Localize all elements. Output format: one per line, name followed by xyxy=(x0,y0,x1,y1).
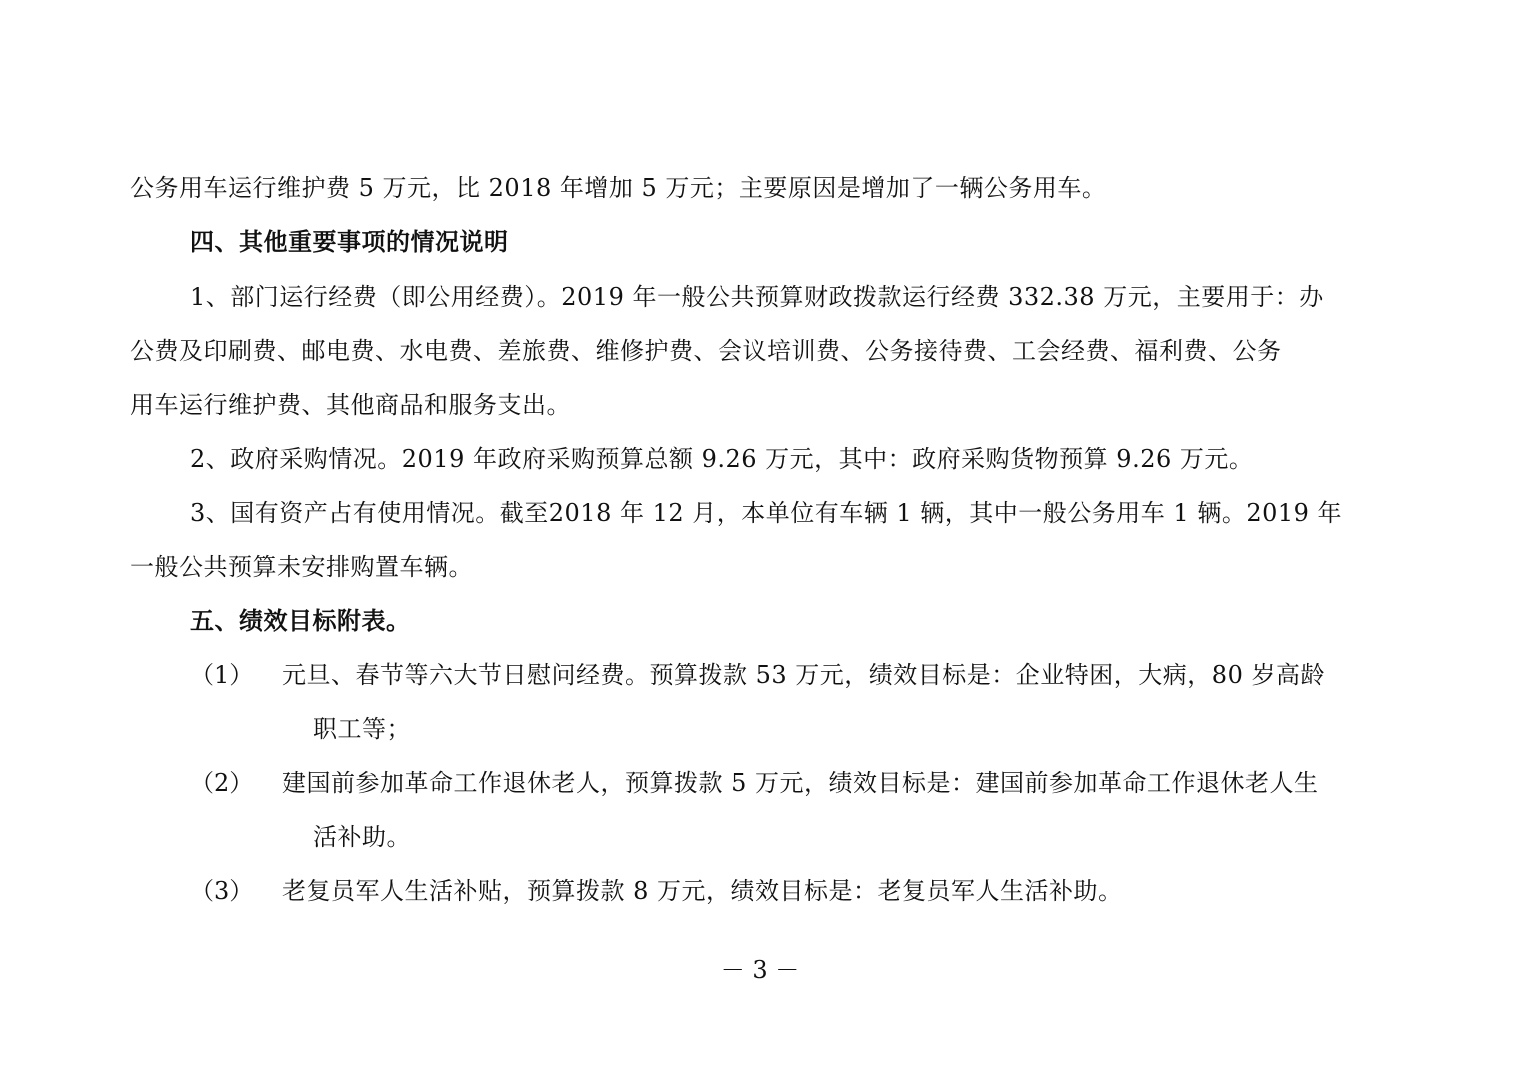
list-item-number-3: （3） xyxy=(190,877,254,905)
list-item-1-line-1: 元旦、春节等六大节日慰问经费。预算拨款 53 万元，绩效目标是：企业特困，大病，80 岁高龄 xyxy=(282,661,1325,689)
paragraph-state-assets-line-1: 3、国有资产占有使用情况。截至2018 年 12 月，本单位有车辆 1 辆，其中一般公务用车 1 辆。2019 年 xyxy=(190,499,1343,527)
list-item-2-line-2: 活补助。 xyxy=(313,823,411,851)
list-item-3-line-1: 老复员军人生活补贴，预算拨款 8 万元，绩效目标是：老复员军人生活补助。 xyxy=(282,877,1123,905)
list-item-2-line-1: 建国前参加革命工作退休老人，预算拨款 5 万元，绩效目标是：建国前参加革命工作退休老人生 xyxy=(282,769,1319,797)
section-heading-other-matters: 四、其他重要事项的情况说明 xyxy=(190,228,509,256)
paragraph-government-procurement: 2、政府采购情况。2019 年政府采购预算总额 9.26 万元，其中：政府采购货物预算 9.26 万元。 xyxy=(190,445,1254,473)
section-heading-performance-targets: 五、绩效目标附表。 xyxy=(190,607,411,635)
list-item-1-line-2: 职工等； xyxy=(313,715,411,743)
list-item-number-2: （2） xyxy=(190,769,254,797)
paragraph-operating-funds-line-2: 公费及印刷费、邮电费、水电费、差旅费、维修护费、会议培训费、公务接待费、工会经费、福利费、公务 xyxy=(130,337,1282,365)
paragraph-state-assets-line-2: 一般公共预算未安排购置车辆。 xyxy=(130,553,473,581)
page-number: － 3 － xyxy=(720,956,800,984)
list-item-number-1: （1） xyxy=(190,661,254,689)
paragraph-operating-funds-line-1: 1、部门运行经费（即公用经费）。2019 年一般公共预算财政拨款运行经费 332.38 万元，主要用于：办 xyxy=(190,283,1324,311)
paragraph-operating-funds-line-3: 用车运行维护费、其他商品和服务支出。 xyxy=(130,391,571,419)
paragraph-vehicle-maintenance: 公务用车运行维护费 5 万元，比 2018 年增加 5 万元；主要原因是增加了一辆公务用车。 xyxy=(130,174,1107,202)
